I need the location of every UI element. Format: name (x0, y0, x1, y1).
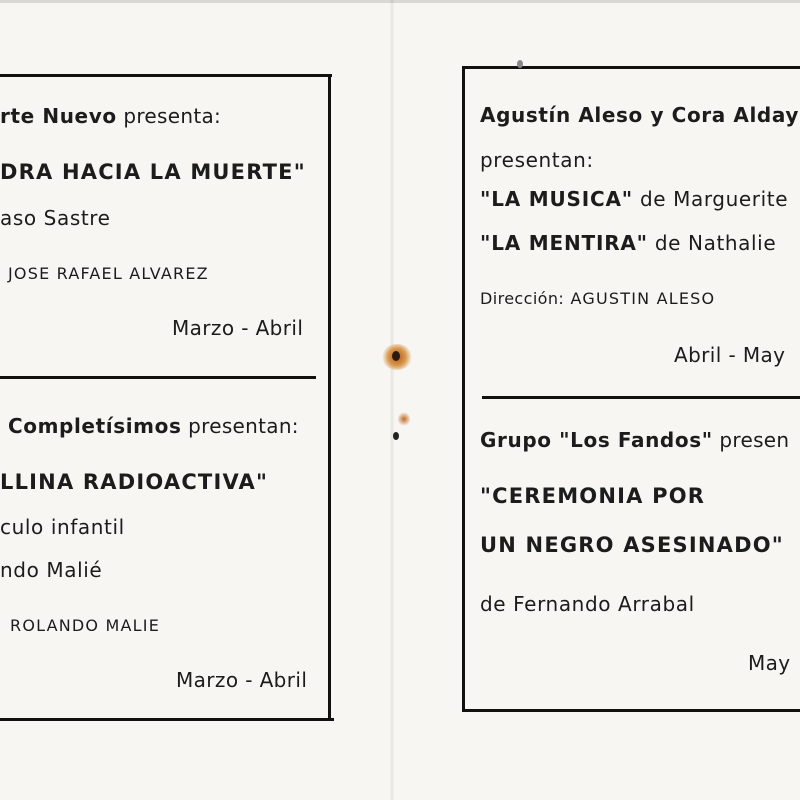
right-page (392, 0, 800, 800)
play-line (480, 187, 788, 211)
play-genre: culo infantil (0, 515, 125, 539)
play-title: "LA MENTIRA" (480, 231, 648, 255)
block-divider-rule (0, 376, 316, 379)
play-director: AGUSTIN ALESO (570, 289, 716, 308)
play-author: aso Sastre (0, 206, 111, 230)
play-title: UN NEGRO ASESINADO" (480, 533, 784, 557)
director-label: Dirección: (480, 289, 565, 308)
left-page (0, 0, 392, 800)
play-title: LLINA RADIOACTIVA" (0, 470, 269, 494)
play-title: "LA MUSICA" (480, 187, 633, 211)
presenta-label: presentan: (480, 148, 594, 172)
company-line (480, 103, 799, 127)
block-divider-rule (482, 396, 800, 399)
presenta-label: presentan: (188, 414, 299, 438)
play-director: ROLANDO MALIE (10, 616, 160, 635)
block2-bottom-rule (0, 718, 334, 721)
block2-bottom-rule (462, 709, 800, 712)
play-date: May (748, 651, 791, 675)
play-title: DRA HACIA LA MUERTE" (0, 160, 306, 184)
play-author: de Marguerite (639, 187, 789, 211)
company-line (480, 428, 789, 452)
right-frame-left-rule (462, 66, 465, 712)
company-line (0, 104, 221, 128)
director-line (480, 289, 715, 308)
play-date: Marzo - Abril (176, 668, 308, 692)
left-frame-right-rule (328, 74, 331, 720)
company-name: rte Nuevo (0, 104, 117, 128)
play-author: de Nathalie (654, 231, 777, 255)
company-line (8, 414, 299, 438)
presenta-label: presen (719, 428, 790, 452)
play-date: Abril - May (674, 343, 786, 367)
play-date: Marzo - Abril (172, 316, 304, 340)
play-title: "CEREMONIA POR (480, 484, 706, 508)
play-director: JOSE RAFAEL ALVAREZ (8, 264, 209, 283)
play-line (480, 231, 776, 255)
stain-mark (517, 60, 523, 68)
block1-top-rule (462, 66, 800, 69)
play-author: ndo Malié (0, 558, 103, 582)
block1-top-rule (0, 74, 332, 77)
company-name: Grupo "Los Fandos" (480, 428, 713, 452)
play-author: de Fernando Arrabal (480, 592, 695, 616)
company-name: Agustín Aleso y Cora Alday (480, 103, 799, 127)
company-name: Completísimos (8, 414, 182, 438)
presenta-label: presenta: (123, 104, 222, 128)
